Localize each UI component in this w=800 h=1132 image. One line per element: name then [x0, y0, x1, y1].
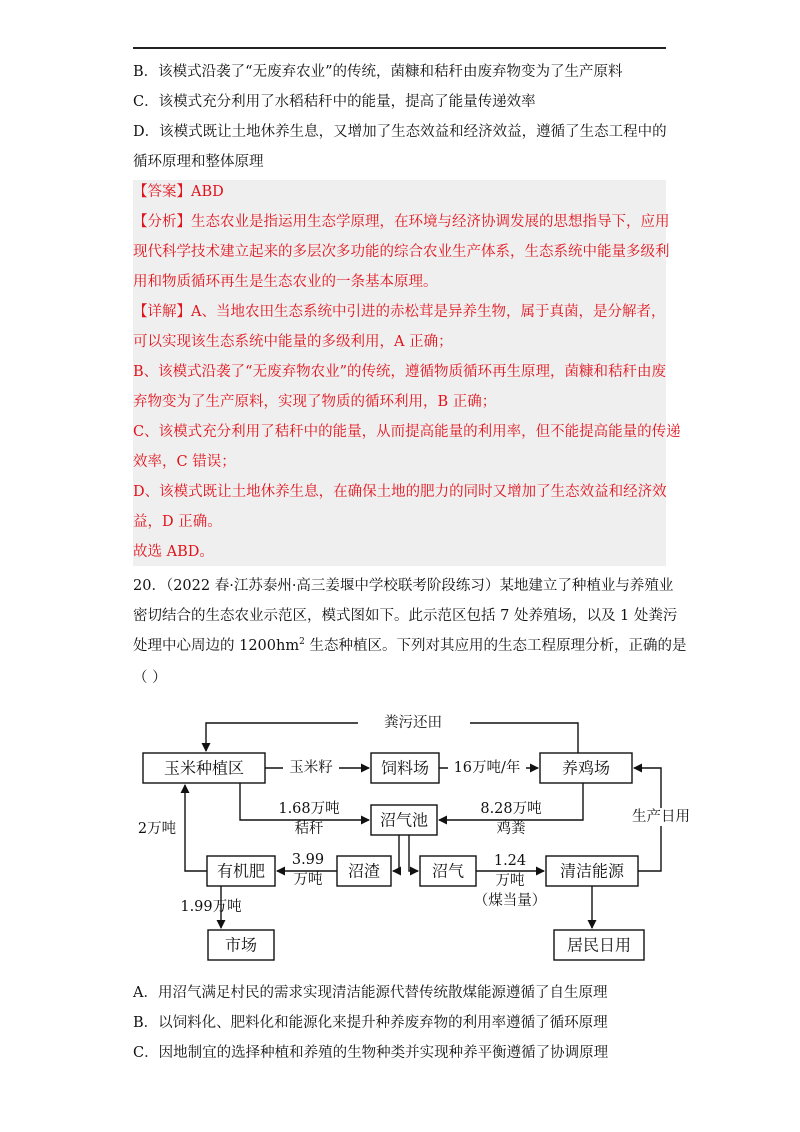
label-residue-amount: 3.99 — [291, 852, 325, 868]
node-corn-area: 玉米种植区 — [163, 758, 245, 778]
detail-label: 【详解】 — [133, 304, 191, 320]
label-feed-amount: 16万吨/年 — [453, 760, 521, 776]
arrow-fertilizer-to-corn — [185, 785, 207, 871]
arrow-to-residue — [393, 835, 399, 871]
question-line-3: 处理中心周边的 $1200hm^2$ 生态种植区。下列对其应用的生态工程原理分析，正确的是 — [133, 637, 687, 654]
answer-label: 【答案】 — [133, 184, 191, 200]
option-d-prev-line1: D．该模式既让土地休养生息，又增加了生态效益和经济效益，遵循了生态工程中的 — [133, 124, 667, 140]
option-d-prev-line2: 循环原理和整体原理 — [133, 154, 264, 170]
label-market-amount: 1.99万吨 — [180, 899, 242, 915]
label-biogas-amount: 1.24 — [493, 853, 527, 869]
answer-line — [133, 182, 224, 202]
label-production-use: 生产日用 — [632, 809, 690, 825]
label-straw: 秸秆 — [294, 821, 324, 837]
label-dung-amount: 8.28万吨 — [480, 801, 542, 817]
label-biogas-unit: 万吨 — [495, 873, 525, 889]
label-two-wan: 2万吨 — [137, 821, 177, 837]
option-b-prev: B．该模式沿袭了“无废弃农业”的传统，菌糠和秸秆由废弃物变为了生产原料 — [133, 64, 623, 80]
node-resident-use: 居民日用 — [566, 935, 632, 955]
eco-agriculture-diagram — [133, 705, 703, 969]
label-residue-unit: 万吨 — [293, 872, 323, 888]
detail-line-4: 弃物变为了生产原料，实现了物质的循环利用，B 正确； — [133, 394, 497, 410]
node-organic-fertilizer: 有机肥 — [216, 861, 266, 881]
answer-value: ABD — [191, 184, 224, 200]
flow-diagram-svg — [133, 705, 703, 965]
node-biogas-pool: 沼气池 — [379, 810, 429, 830]
node-residue: 沼渣 — [347, 861, 381, 881]
question-number: 20． — [133, 578, 166, 594]
option-c-prev: C．该模式充分利用了水稻秸秆中的能量，提高了能量传递效率 — [133, 94, 536, 110]
detail-line-1: 【详解】A、当地农田生态系统中引进的赤松茸是异养生物，属于真菌，是分解者， — [133, 304, 666, 320]
node-feed-factory: 饲料场 — [380, 758, 430, 778]
analysis-line-3: 用和物质循环再生是生态农业的一条基本原理。 — [133, 274, 438, 290]
question-line-2: 密切结合的生态农业示范区，模式图如下。此示范区包括 7 处养殖场，以及 1 处粪污 — [133, 608, 678, 624]
label-dung: 鸡粪 — [496, 821, 526, 837]
detail-line-3: B、该模式沿袭了“无废弃物农业”的传统，遵循物质循环再生原理，菌糠和秸秆由废 — [133, 364, 666, 380]
node-chicken-farm: 养鸡场 — [561, 758, 611, 778]
detail-line-6: 效率，C 错误； — [133, 454, 236, 470]
analysis-line-2: 现代科学技术建立起来的多层次多功能的综合农业生产体系，生态系统中能量多级利 — [133, 244, 670, 260]
question-source: （2022 春·江苏泰州·高三姜堰中学校联考阶段练习） — [165, 578, 500, 594]
detail-line-8: 益，D 正确。 — [133, 514, 222, 530]
detail-line-5: C、该模式充分利用了秸秆中的能量，从而提高能量的利用率，但不能提高能量的传递 — [133, 424, 681, 440]
detail-line-7: D、该模式既让土地休养生息，在确保土地的肥力的同时又增加了生态效益和经济效 — [133, 484, 667, 500]
label-straw-amount: 1.68万吨 — [278, 801, 340, 817]
node-market: 市场 — [224, 935, 258, 955]
analysis-line-1: 【分析】生态农业是指运用生态学原理，在环境与经济协调发展的思想指导下，应用 — [133, 214, 670, 230]
question-bracket: （ ） — [133, 670, 167, 686]
label-corn-seed: 玉米籽 — [289, 760, 333, 776]
option-c: C．因地制宜的选择种植和养殖的生物种类并实现种养平衡遵循了协调原理 — [133, 1045, 609, 1061]
detail-line-2: 可以实现该生态系统中能量的多级利用，A 正确； — [133, 334, 453, 350]
label-manure-return: 粪污还田 — [384, 715, 442, 731]
option-b: B．以饲料化、肥料化和能源化来提升种养废弃物的利用率遵循了循环原理 — [133, 1015, 608, 1031]
node-biogas: 沼气 — [431, 861, 465, 881]
arrow-to-biogas — [409, 835, 418, 871]
header-rule — [133, 47, 666, 49]
option-a: A．用沼气满足村民的需求实现清洁能源代替传统散煤能源遵循了自生原理 — [133, 985, 608, 1001]
label-coal-equivalent: （煤当量） — [473, 893, 547, 909]
question-line-1: 20．（2022 春·江苏泰州·高三姜堰中学校联考阶段练习）某地建立了种植业与养殖业 — [133, 578, 674, 594]
conclusion-line: 故选 ABD。 — [133, 544, 214, 560]
analysis-label: 【分析】 — [133, 214, 191, 230]
node-clean-energy: 清洁能源 — [559, 861, 625, 881]
